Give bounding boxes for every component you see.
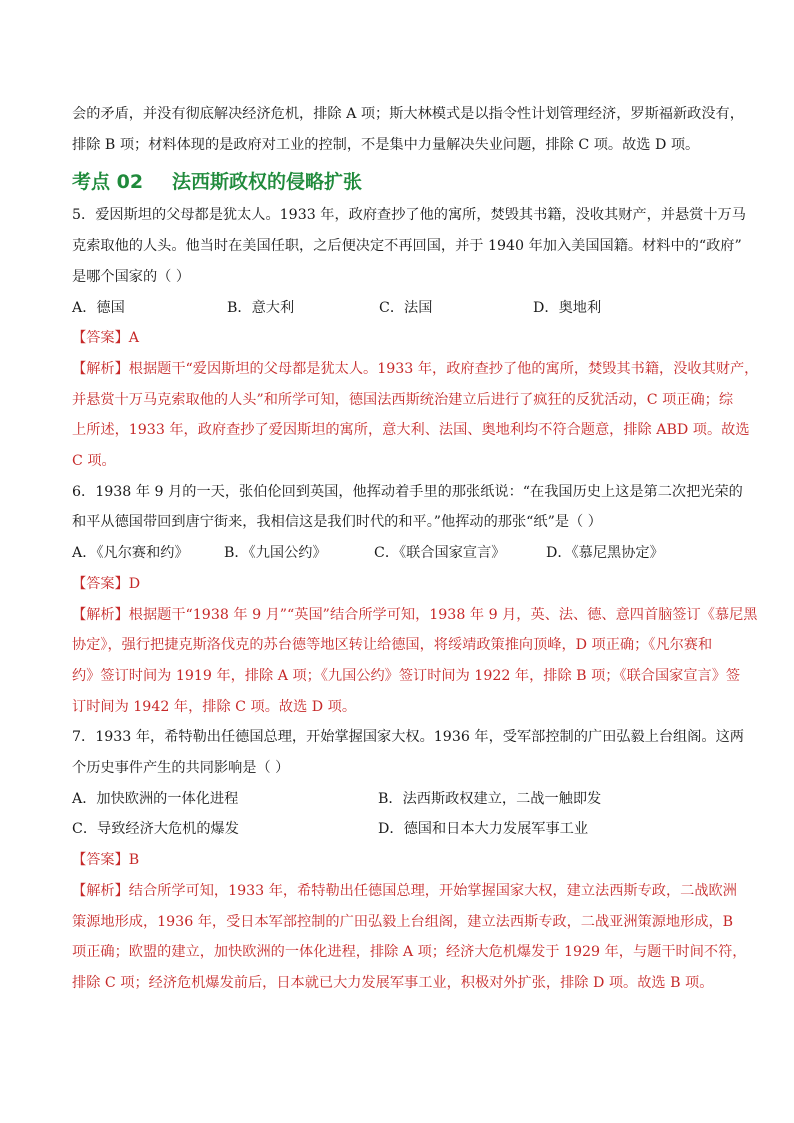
question-stem-line: 6．1938 年 9 月的一天，张伯伦回到英国，他挥动着手里的那张纸说：“在我国历史上这是第二次把光荣的 xyxy=(72,483,743,500)
answer-value: D xyxy=(128,575,141,592)
answer-tag: 【答案】 xyxy=(72,575,129,592)
analysis-line: 上所述，1933 年，政府查抄了爱因斯坦的寓所，意大利、法国、奥地利均不符合题意，排除 ABD 项。故选 xyxy=(72,422,750,439)
option-d: D．《慕尼黑协定》 xyxy=(546,545,664,562)
analysis-line: 【解析】根据题干“爱因斯坦的父母都是犹太人。1933 年，政府查抄了他的寓所，焚毁其书籍，没收其财产， xyxy=(72,360,759,377)
option-b: B．意大利 xyxy=(227,299,295,316)
page-content xyxy=(72,99,759,999)
question-5 xyxy=(72,200,759,476)
answer-tag: 【答案】 xyxy=(72,330,129,347)
analysis-tag: 【解析】 xyxy=(72,882,129,899)
option-b: B．法西斯政权建立，二战一触即发 xyxy=(378,790,602,807)
answer-tag: 【答案】 xyxy=(72,852,129,869)
answer-value: B xyxy=(128,852,140,869)
analysis-line: 【解析】根据题干“1938 年 9 月”“英国”结合所学可知，1938 年 9 月，英、法、德、意四首脑签订《慕尼黑 xyxy=(72,606,758,623)
question-stem-line: 7．1933 年，希特勒出任德国总理，开始掌握国家大权。1936 年，受军部控制的广田弘毅上台组阁。这两 xyxy=(72,729,744,746)
analysis-tag: 【解析】 xyxy=(72,360,129,377)
option-b: B．《九国公约》 xyxy=(224,545,327,562)
option-a: A．《凡尔赛和约》 xyxy=(72,545,189,562)
analysis-tag: 【解析】 xyxy=(72,606,129,623)
section-title: 法西斯政权的侵略扩张 xyxy=(172,171,363,194)
option-row xyxy=(72,784,724,815)
option-list xyxy=(72,293,724,324)
option-c: C．《联合国家宣言》 xyxy=(374,545,506,562)
option-row xyxy=(72,814,724,845)
question-stem-line: 5．爱因斯坦的父母都是犹太人。1933 年，政府查抄了他的寓所，焚毁其书籍，没收其财产，并悬赏十万马 xyxy=(72,207,746,224)
option-list xyxy=(72,538,724,569)
option-a: A．德国 xyxy=(72,299,125,316)
section-heading xyxy=(72,164,724,200)
option-c: C．导致经济大危机的爆发 xyxy=(72,821,239,838)
analysis-line: 协定》，强行把捷克斯洛伐克的苏台德等地区转让给德国，将绥靖政策推向顶峰，D 项正确；《凡尔赛和 xyxy=(72,637,713,654)
analysis-line: 约》签订时间为 1919 年，排除 A 项；《九国公约》签订时间为 1922 年，排除 B 项；《联合国家宣言》签 xyxy=(72,667,741,684)
question-stem-line: 克索取他的人头。他当时在美国任职，之后便决定不再回国，并于 1940 年加入美国国籍。材料中的“政府” xyxy=(72,238,742,255)
analysis-line: 项正确；欧盟的建立，加快欧洲的一体化进程，排除 A 项；经济大危机爆发于 1929 年，与题干时间不符， xyxy=(72,944,747,961)
answer-value: A xyxy=(128,330,140,347)
question-7 xyxy=(72,722,747,998)
analysis-line: 排除 C 项；经济危机爆发前后，日本就已大力发展军事工业，积极对外扩张，排除 D 项。故选 B 项。 xyxy=(72,974,714,991)
answer-line xyxy=(72,845,724,876)
question-6 xyxy=(72,477,758,723)
intro-paragraph xyxy=(72,99,744,160)
analysis-line: 订时间为 1942 年，排除 C 项。故选 D 项。 xyxy=(72,698,357,715)
analysis-line: 并悬赏十万马克索取他的人头”和所学可知，德国法西斯统治建立后进行了疯狂的反犹活动，C 项正确；综 xyxy=(72,391,734,408)
question-stem-line: 是哪个国家的（ ） xyxy=(72,268,191,285)
option-d: D．奥地利 xyxy=(533,299,602,316)
option-d: D．德国和日本大力发展军事工业 xyxy=(378,821,589,838)
option-a: A．加快欧洲的一体化进程 xyxy=(72,790,239,807)
answer-line xyxy=(72,569,724,600)
section-number: 考点 02 xyxy=(72,171,144,194)
analysis-line: 策源地形成，1936 年，受日本军部控制的广田弘毅上台组阁，建立法西斯专政，二战亚洲策源地形成，B xyxy=(72,913,734,930)
answer-line xyxy=(72,323,724,354)
text-line: 会的矛盾，并没有彻底解决经济危机，排除 A 项；斯大林模式是以指令性计划管理经济，罗斯福新政没有， xyxy=(72,106,744,122)
question-stem-line: 个历史事件产生的共同影响是（ ） xyxy=(72,760,290,777)
question-stem-line: 和平从德国带回到唐宁街来，我相信这是我们时代的和平。”他挥动的那张“纸”是（ ） xyxy=(72,514,602,531)
analysis-line: C 项。 xyxy=(72,453,116,470)
text-line: 排除 B 项；材料体现的是政府对工业的控制，不是集中力量解决失业问题，排除 C 项。故选 D 项。 xyxy=(72,136,700,153)
analysis-line: 【解析】结合所学可知，1933 年，希特勒出任德国总理，开始掌握国家大权，建立法西斯专政，二战欧洲 xyxy=(72,882,737,899)
option-c: C．法国 xyxy=(379,299,433,316)
